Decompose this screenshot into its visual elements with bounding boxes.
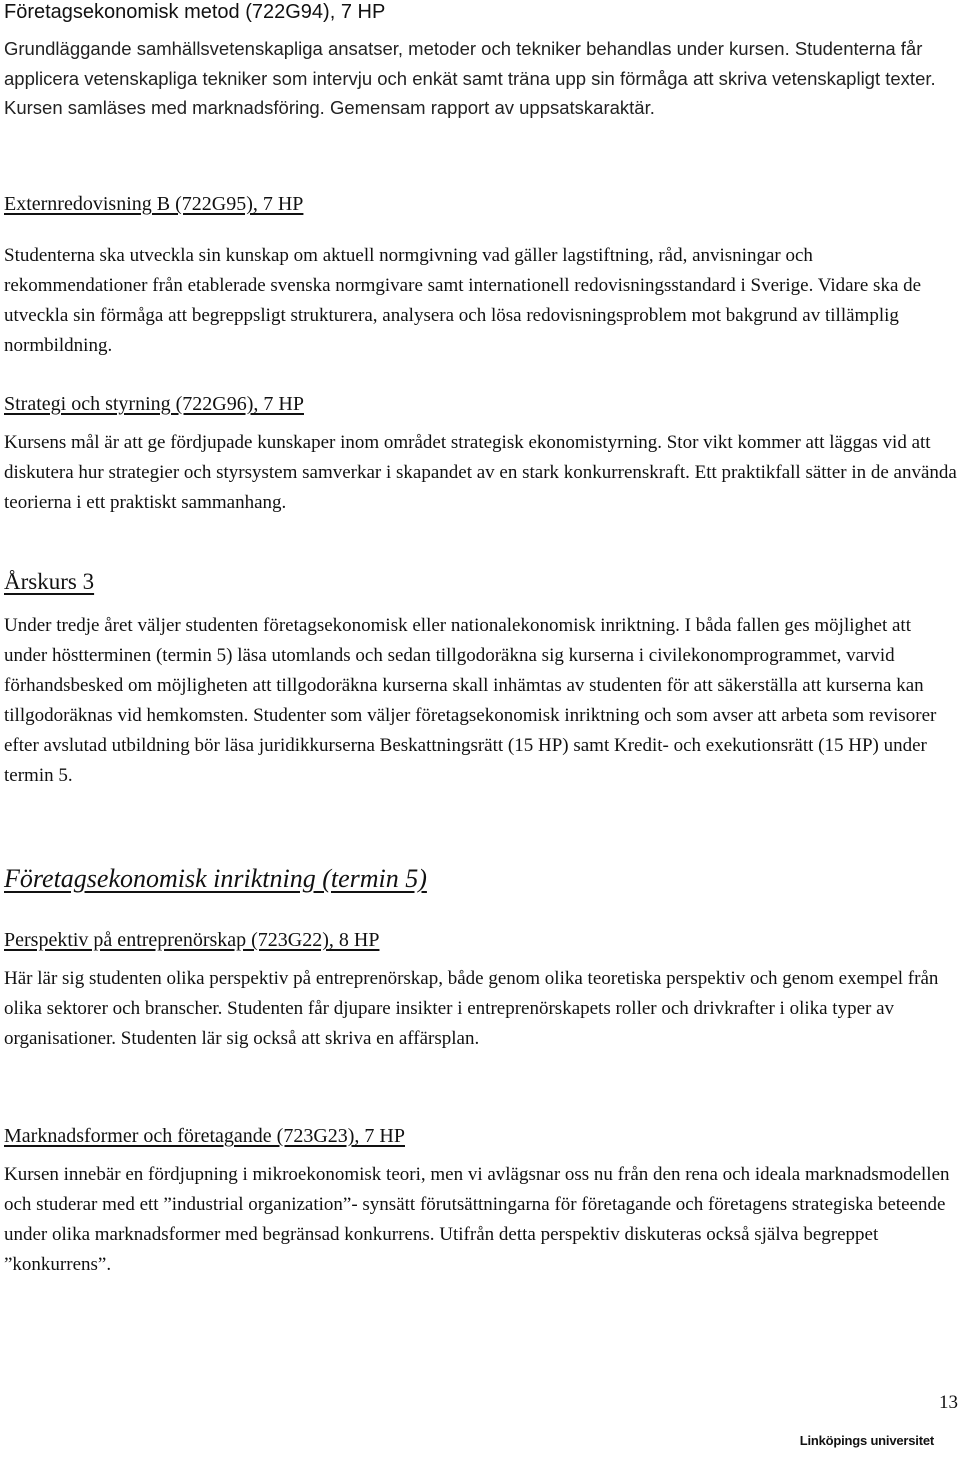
track-heading: Företagsekonomisk inriktning (termin 5) (4, 864, 427, 893)
page-number: 13 (939, 1392, 958, 1413)
course-section (4, 0, 958, 123)
year-section (4, 569, 958, 791)
university-logo: Linköpings universitet (799, 1433, 934, 1448)
course-description: Grundläggande samhällsvetenskapliga ansatser, metoder och tekniker behandlas under kursen. Studenterna får applicera vetenskapliga tekniker som intervju och enkät samt träna upp sin förmåga att skriva vetenskapligt texter. Kursen samläses med marknadsföring. Gemensam rapport av uppsatskaraktär. (4, 38, 936, 118)
course-description: Här lär sig studenten olika perspektiv på entreprenörskap, både genom olika teoretiska perspektiv och genom exempel från olika sektorer och branscher. Studenten får djupare insikter i entreprenörskapets roller och drivkrafter i olika typer av organisationer. Studenten lär sig också att skriva en affärsplan. (4, 968, 939, 1049)
course-section (4, 928, 958, 1054)
course-description: Studenterna ska utveckla sin kunskap om aktuell normgivning vad gäller lagstiftning, råd, anvisningar och rekommendationer från etablerade svenska normgivare samt internationell redovisningsstandard i Sverige. Vidare ska de utveckla sin förmåga att begreppsligt strukturera, analysera och lösa redovisningsproblem mot bakgrund av tillämplig normbildning. (4, 245, 922, 356)
course-heading: Perspektiv på entreprenörskap (723G22), 8 HP (4, 929, 380, 951)
course-description: Kursen innebär en fördjupning i mikroekonomisk teori, men vi avlägsnar oss nu från den rena och ideala marknadsmodellen och studerar med ett ”industrial organization”- synsätt förutsättningarna för företagande och företagens strategiska beteende under olika marknadsformer med begränsad konkurrens. Utifrån detta perspektiv diskuteras också själva begreppet ”konkurrens”. (4, 1164, 950, 1275)
course-heading: Strategi och styrning (722G96), 7 HP (4, 393, 304, 415)
course-section (4, 192, 958, 361)
course-heading: Externredovisning B (722G95), 7 HP (4, 193, 304, 215)
course-heading: Företagsekonomisk metod (722G94), 7 HP (4, 1, 386, 23)
track-section (4, 864, 958, 894)
year-description: Under tredje året väljer studenten företagsekonomisk eller nationalekonomisk inriktning. I båda fallen ges möjlighet att under höstterminen (termin 5) läsa utomlands och sedan tillgodoräkna sig kurserna i civilekonomprogrammet, varvid förhandsbesked om möjligheten att tillgodoräkna kurserna skall inhämtas av studenten för att säkerställa att kurserna kan tillgodoräknas vid hemkomsten. Studenter som väljer företagsekonomisk inriktning och som avser att arbeta som revisorer efter avslutad utbildning bör läsa juridikkurserna Beskattningsrätt (15 HP) samt Kredit- och exekutionsrätt (15 HP) under termin 5. (4, 615, 937, 786)
course-section (4, 392, 958, 518)
course-description: Kursens mål är att ge fördjupade kunskaper inom området strategisk ekonomistyrning. Stor vikt kommer att läggas vid att diskutera hur strategier och styrsystem samverkar i skapandet av en stark konkurrenskraft. Ett praktikfall sätter in de använda teorierna i ett praktiskt sammanhang. (4, 432, 957, 513)
course-section (4, 1124, 958, 1280)
year-heading: Årskurs 3 (4, 569, 95, 594)
course-heading: Marknadsformer och företagande (723G23), 7 HP (4, 1125, 405, 1147)
